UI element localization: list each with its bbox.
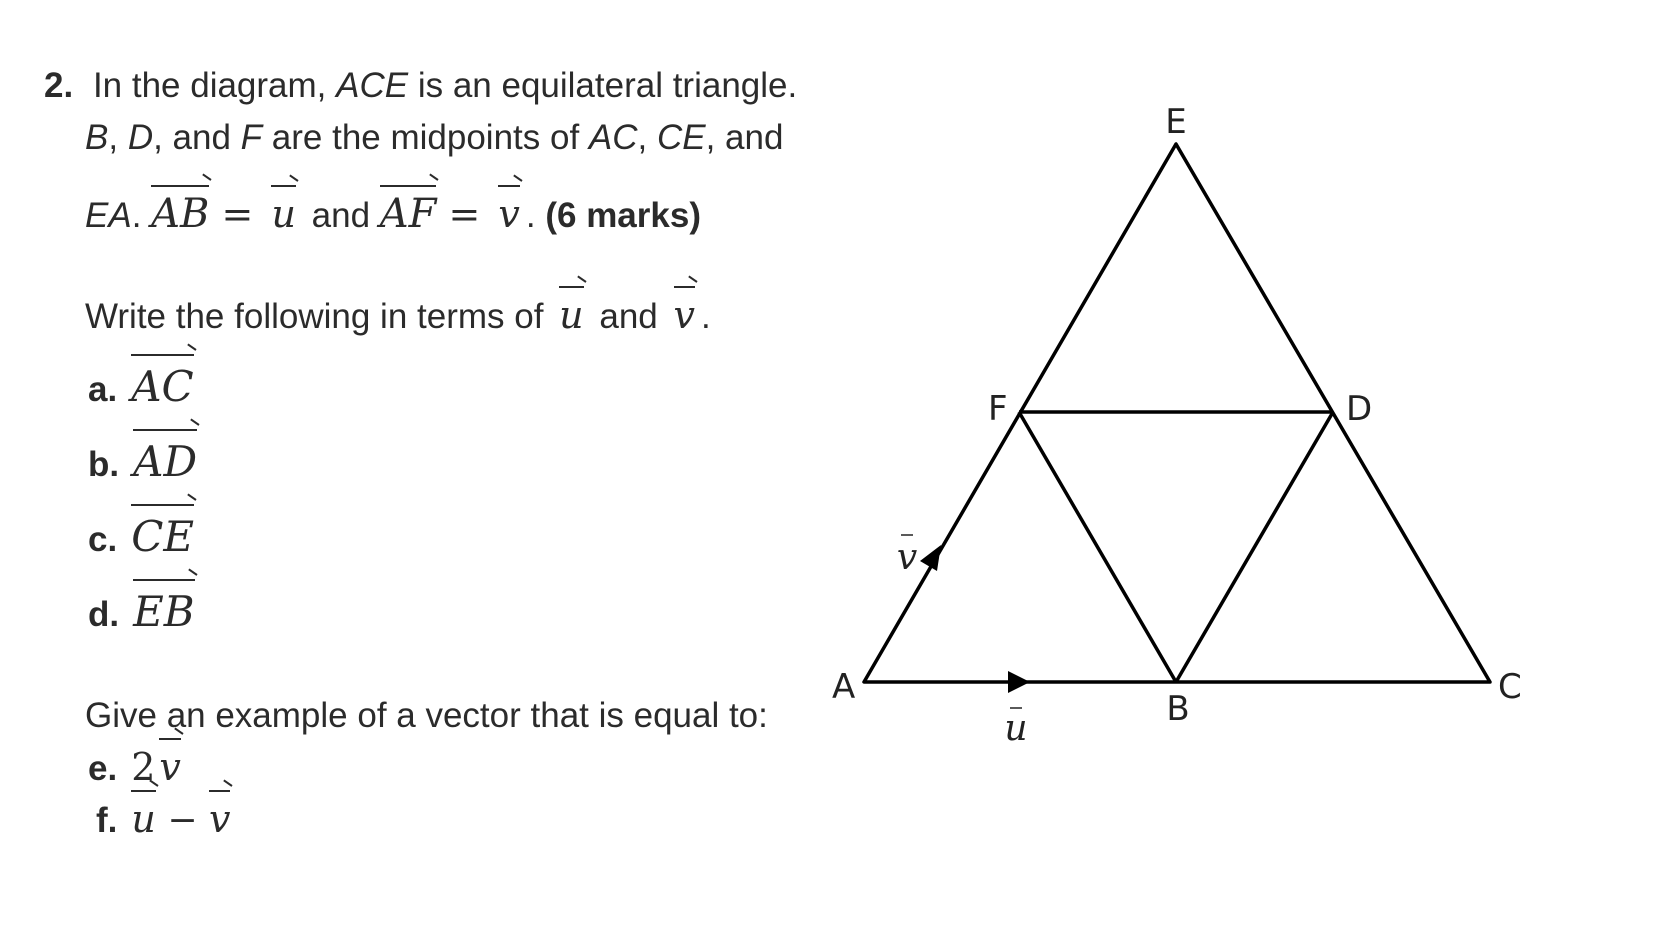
text: Write the following in terms of: [85, 297, 554, 336]
segment-label: AC: [588, 118, 638, 157]
text: and: [301, 196, 380, 235]
vector-ad: AD: [133, 437, 198, 486]
text: and: [589, 297, 668, 336]
segment-label: CE: [656, 118, 706, 157]
text: is an equilateral triangle.: [408, 66, 798, 105]
vector-v: v: [208, 797, 231, 841]
text: are the midpoints of: [262, 118, 589, 157]
vector-label-u: u: [1004, 708, 1028, 749]
part-label: c.: [88, 520, 118, 559]
text: .: [525, 196, 546, 235]
example-prompt: Give an example of a vector that is equal to:: [85, 696, 768, 735]
part-label: f.: [96, 801, 118, 840]
equals-sign: =: [209, 192, 266, 236]
coefficient: 2: [131, 745, 156, 789]
segment-label: EA: [85, 196, 132, 235]
arrow-v-head: [920, 545, 941, 571]
equals-sign: =: [436, 192, 493, 236]
vector-u: u: [559, 293, 584, 337]
point-label-d: D: [1346, 389, 1373, 429]
text: ,: [637, 118, 657, 157]
point-label: B: [85, 118, 109, 157]
vector-ac: AC: [131, 362, 194, 411]
question-number: 2.: [44, 66, 74, 105]
text: ,: [108, 118, 128, 157]
point-label: D: [127, 118, 154, 157]
text: In the diagram,: [92, 66, 337, 105]
vector-u: u: [271, 192, 296, 236]
vector-af: AF: [379, 191, 437, 237]
vector-ab: AB: [151, 191, 210, 237]
part-label: a.: [88, 370, 118, 409]
text: .: [700, 297, 711, 336]
part-label: d.: [88, 595, 120, 634]
vector-u: u: [131, 797, 156, 841]
marks-label: (6 marks): [545, 196, 701, 235]
text: , and: [153, 118, 241, 157]
vector-eb: EB: [133, 587, 195, 636]
part-label: b.: [88, 445, 120, 484]
vector-label-v: v: [896, 537, 918, 578]
vector-v: v: [159, 745, 181, 789]
segment-fb: [1019, 412, 1176, 682]
segment-db: [1176, 412, 1333, 682]
vector-v: v: [673, 293, 695, 337]
vector-v: v: [498, 192, 520, 236]
point-label: F: [240, 118, 263, 157]
triangle-name: ACE: [336, 66, 409, 105]
minus-sign: −: [155, 800, 209, 841]
text: .: [131, 196, 152, 235]
vector-ce: CE: [131, 512, 194, 561]
part-label: e.: [88, 749, 118, 788]
point-label-e: E: [1165, 102, 1187, 142]
point-label-b: B: [1166, 689, 1190, 729]
point-label-f: F: [988, 389, 1008, 429]
text: , and: [705, 118, 784, 157]
arrow-u-head: [1008, 671, 1030, 693]
point-label-c: C: [1498, 667, 1522, 707]
point-label-a: A: [832, 667, 856, 707]
